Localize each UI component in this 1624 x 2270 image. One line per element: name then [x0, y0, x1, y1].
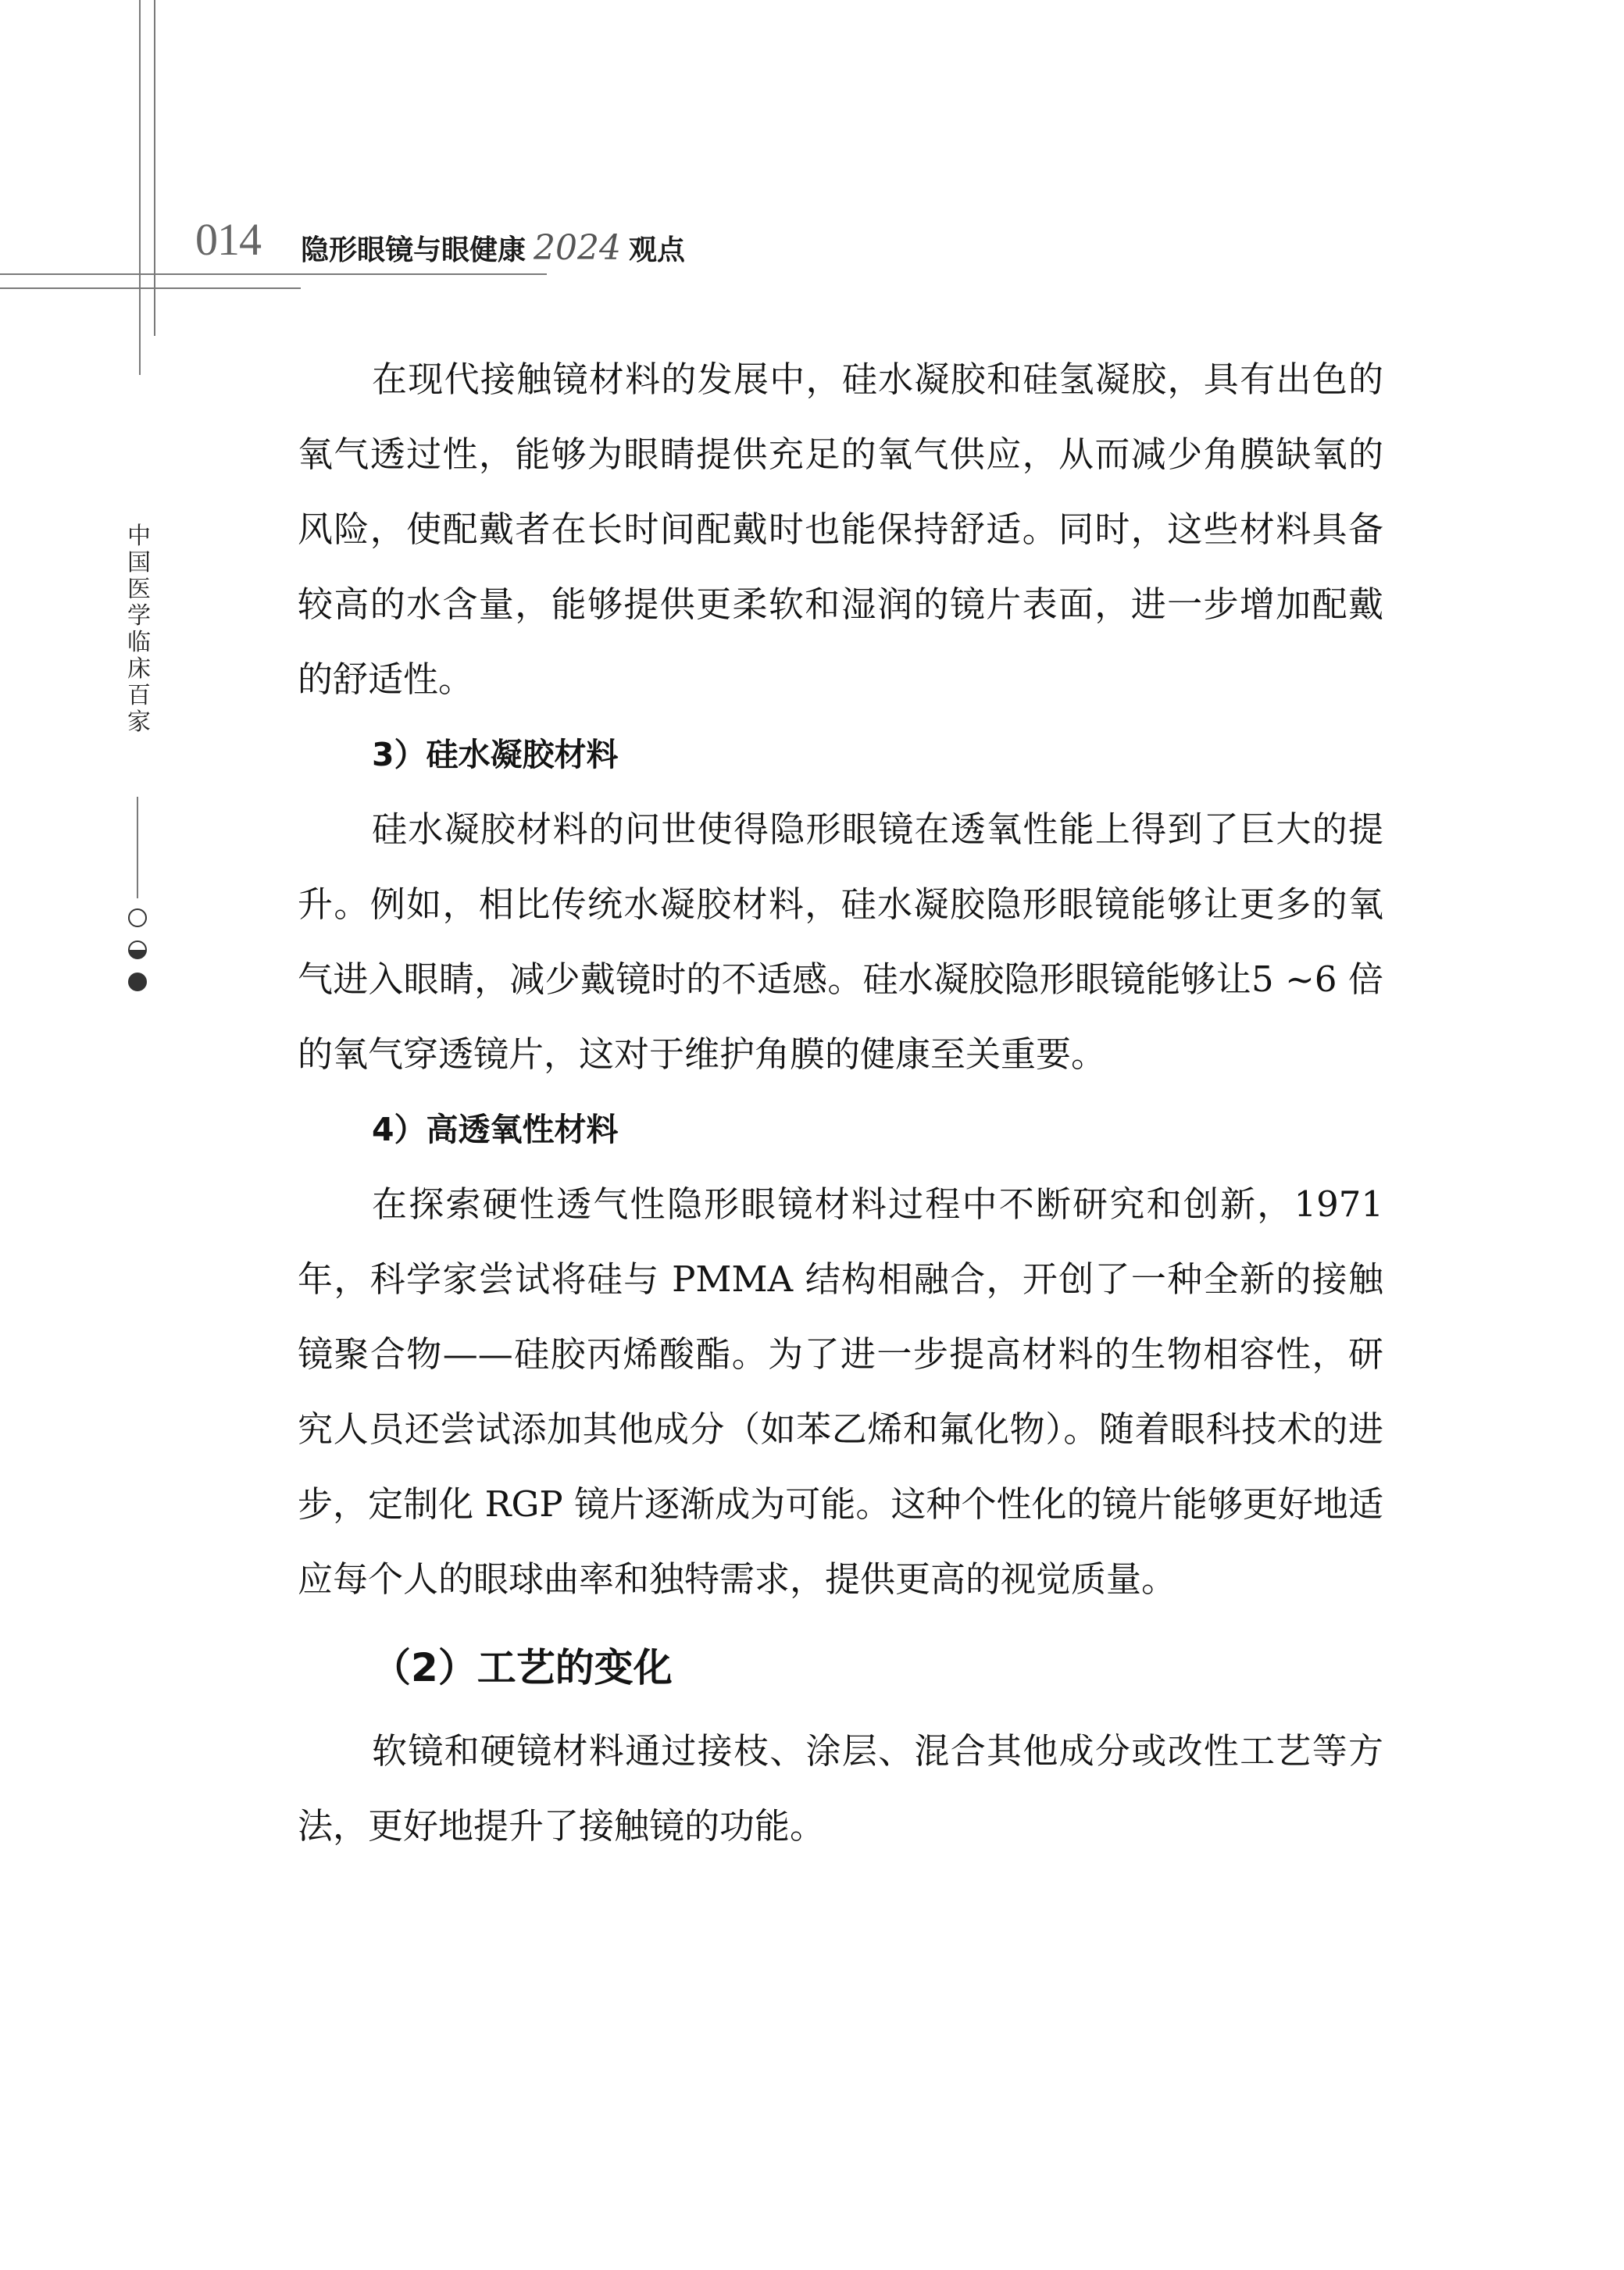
page-number: 014 — [195, 214, 261, 265]
series-label: 中国医学临床百家 — [127, 523, 151, 736]
header-year: 2024 — [534, 228, 621, 268]
paragraph-silicone-hydrogel: 硅水凝胶材料的问世使得隐形眼镜在透氧性能上得到了巨大的提升。例如，相比传统水凝胶材料，硅水凝胶隐形眼镜能够让更多的氧气进入眼睛，减少戴镜时的不适感。硅水凝胶隐形眼镜能够让5 ~6 倍的氧气穿透镜片，这对于维护角膜的健康至关重要。 — [298, 808, 1383, 1075]
vertical-rule-left — [139, 0, 141, 375]
empty-circle-icon — [128, 908, 147, 927]
heading-process-change: （2）工艺的变化 — [372, 1645, 673, 1690]
heading-silicone-hydrogel: 3）硅水凝胶材料 — [372, 736, 619, 773]
heading-high-oxygen: 4）高透氧性材料 — [372, 1111, 619, 1148]
paragraph-high-oxygen: 在探索硬性透气性隐形眼镜材料过程中不断研究和创新，1971 年，科学家尝试将硅与 PMMA 结构相融合，开创了一种全新的接触镜聚合物——硅胶丙烯酸酯。为了进一步提高材料的生物相容性，研究人员还尝试添加其他成分（如苯乙烯和氟化物）。随着眼科技术的进步，定制化 RGP 镜片逐渐成为可能。这种个性化的镜片能够更好地适应每个人的眼球曲率和独特需求，提供更高的视觉质量。 — [298, 1183, 1383, 1600]
filled-circle-icon — [128, 973, 147, 991]
page-body — [298, 342, 1383, 1864]
paragraph-materials-intro: 在现代接触镜材料的发展中，硅水凝胶和硅氢凝胶，具有出色的氧气透过性，能够为眼睛提供充足的氧气供应，从而减少角膜缺氧的风险，使配戴者在长时间配戴时也能保持舒适。同时，这些材料具备较高的水含量，能够提供更柔软和湿润的镜片表面，进一步增加配戴的舒适性。 — [298, 359, 1383, 700]
paragraph-process-change: 软镜和硬镜材料通过接枝、涂层、混合其他成分或改性工艺等方法，更好地提升了接触镜的功能。 — [298, 1730, 1383, 1847]
horizontal-rule-header — [0, 273, 547, 275]
half-circle-icon — [128, 940, 147, 959]
sidebar-rule-bottom — [137, 797, 138, 898]
horizontal-rule-lower — [0, 287, 301, 289]
running-header — [301, 228, 686, 268]
book-title: 隐形眼镜与眼健康 — [301, 234, 526, 266]
header-suffix: 观点 — [629, 234, 686, 266]
vertical-rule-right — [154, 0, 155, 336]
